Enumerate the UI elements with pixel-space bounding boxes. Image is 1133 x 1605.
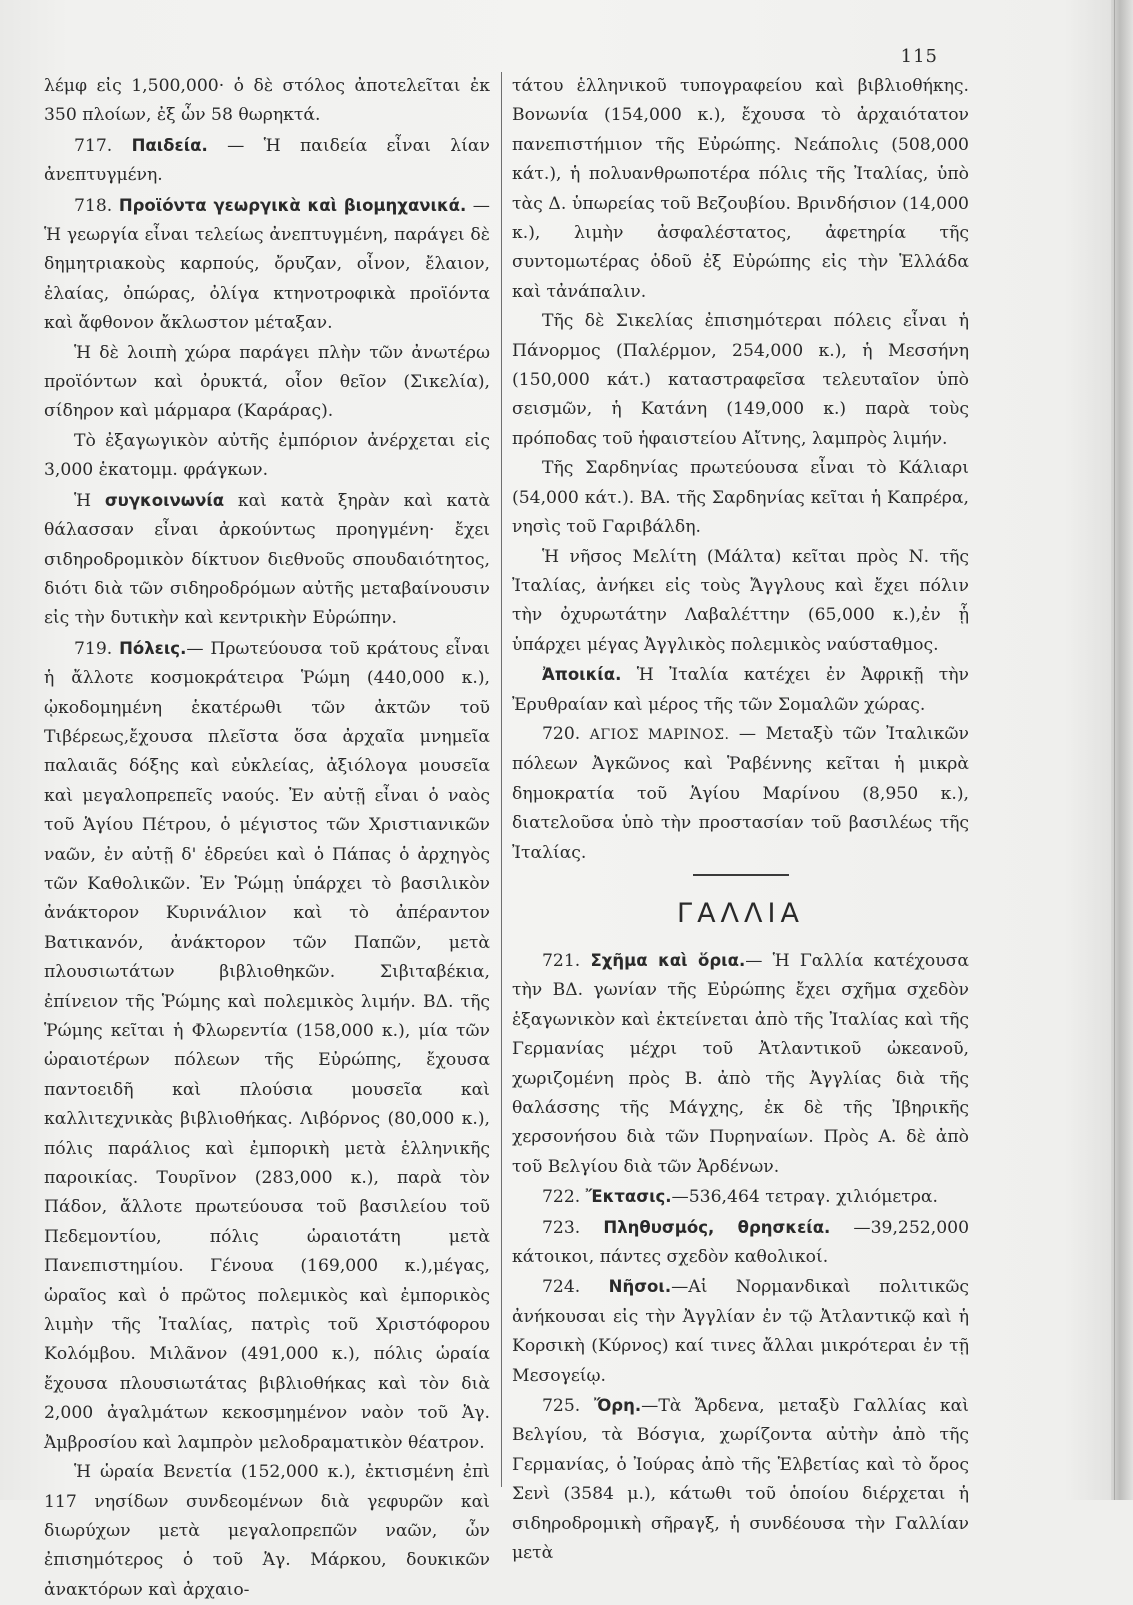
- section-heading: Προϊόντα γεωργικὰ καὶ βιομηχανικά.: [118, 195, 467, 215]
- paragraph: [512, 720, 969, 868]
- paragraph-text: —Τὰ Ἄρδενα, μεταξὺ Γαλλίας καὶ Βελγίου, τὰ Βόσγια, χωρίζοντα αὐτὴν ἀπὸ τῆς Γερμανίας, ὁ Ἰούρας ἀπὸ τῆς Ἑλβετίας καὶ τὸ ὄρος Σενὶ (3584 μ.), κάτωθι τοῦ ὁποίου διέρχεται ἡ σιδηροδρομικὴ σῆραγξ, ἡ συνδέουσα τὴν Γαλλίαν μετὰ: [512, 1396, 969, 1564]
- section-number: 717.: [74, 135, 113, 156]
- section-number: 723.: [542, 1217, 581, 1238]
- paragraph-text: — Ἡ παιδεία εἶναι λίαν ἀνεπτυγμένη.: [44, 135, 490, 186]
- paragraph: [512, 454, 969, 542]
- paragraph: [44, 72, 490, 131]
- section-heading: ΑΓΙΟΣ ΜΑΡΙΝΟΣ.: [589, 726, 730, 743]
- page-number: 115: [900, 46, 938, 67]
- paragraph: [512, 543, 969, 661]
- paragraph-text: Τῆς δὲ Σικελίας ἐπισημότεραι πόλεις εἶναι ἡ Πάνορμος (Παλέρμον, 254,000 κ.), ἡ Μεσσήνη (150,000 κάτ.) καταστραφεῖσα τελευταῖον ὑπὸ σεισμῶν, ἡ Κατάνη (149,000 κ.) παρὰ τοὺς πρόποδας τοῦ ἡφαιστείου Αἴτνης, λαμπρὸς λιμήν.: [512, 311, 969, 449]
- paragraph-lead: Ἡ: [74, 490, 105, 511]
- section-number: 722.: [542, 1187, 581, 1208]
- section-number: 724.: [542, 1277, 581, 1298]
- paragraph: [44, 131, 490, 191]
- paragraph: [512, 72, 969, 307]
- paragraph-text: — Ἡ Γαλλία κατέχουσα τὴν ΒΔ. γωνίαν τῆς Εὐρώπης ἔχει σχῆμα σχεδὸν ἑξαγωνικὸν καὶ ἐκτείνεται ἀπὸ τῆς Ἰταλίας καὶ τῆς Γερμανίας μέχρι τοῦ Ἀτλαντικοῦ ὠκεανοῦ, χωριζομένη πρὸς Β. ἀπὸ τῆς Ἀγγλίας διὰ τῆς θαλάσσης τῆς Μάγχης, ἐκ δὲ τῆς Ἰβηρικῆς χερσονήσου διὰ τῶν Πυρηναίων. Πρὸς Α. δὲ ἀπὸ τοῦ Βελγίου διὰ τῶν Ἀρδένων.: [512, 950, 969, 1177]
- paragraph-text: Ἡ δὲ λοιπὴ χώρα παράγει πλὴν τῶν ἀνωτέρω προϊόντων καὶ ὀρυκτά, οἷον θεῖον (Σικελία), σίδηρον καὶ μάρμαρα (Καράρας).: [44, 342, 490, 422]
- section-heading: Νῆσοι.: [608, 1277, 672, 1297]
- paragraph-text: —Αἱ Νορμανδικαὶ πολιτικῶς ἀνήκουσαι εἰς τὴν Ἀγγλίαν ἐν τῷ Ἀτλαντικῷ καὶ ἡ Κορσικὴ (Κύρνος) καί τινες ἄλλαι μικρότεραι ἐν τῇ Μεσογείῳ.: [512, 1277, 969, 1386]
- paragraph-text: τάτου ἑλληνικοῦ τυπογραφείου καὶ βιβλιοθήκης. Βονωνία (154,000 κ.), ἔχουσα τὸ ἀρχαιότατον πανεπιστήμιον τῆς Εὐρώπης. Νεάπολις (508,000 κάτ.), ἡ πολυανθρωποτέρα πόλις τῆς Ἰταλίας, ὑπὸ τὰς Δ. ὑπωρείας τοῦ Βεζουβίου. Βρινδήσιον (14,000 κ.), λιμὴν ἀσφαλέστατος, ἀφετηρία τῆς συντομωτέρας ὁδοῦ ἐξ Εὐρώπης εἰς τὴν Ἑλλάδα καὶ τἀνάπαλιν.: [512, 76, 969, 302]
- left-column: [44, 72, 490, 1605]
- paragraph-text: — Ἡ γεωργία εἶναι τελείως ἀνεπτυγμένη, παράγει δὲ δημητριακοὺς καρπούς, ὄρυζαν, οἶνον, ἔλαιον, ἐλαίας, ὀπώρας, ὀλίγα κτηνοτροφικὰ προϊόντα καὶ ἄφθονον ἄκλωστον μέταξαν.: [44, 195, 490, 334]
- paragraph-text: λέμφ εἰς 1,500,000· ὁ δὲ στόλος ἀποτελεῖται ἐκ 350 πλοίων, ἐξ ὧν 58 θωρηκτά.: [44, 76, 490, 126]
- section-heading: Πληθυσμός, θρησκεία.: [603, 1217, 831, 1237]
- paragraph: [512, 1213, 969, 1273]
- section-number: 719.: [74, 638, 113, 659]
- paragraph: [44, 427, 490, 486]
- paragraph-text: Ἡ ὡραία Βενετία (152,000 κ.), ἐκτισμένη ἐπὶ 117 νησίδων συνδεομένων διὰ γεφυρῶν καὶ διωρύχων μετὰ μεγαλοπρεπῶν ναῶν, ὧν ἐπισημότερος ὁ τοῦ Ἁγ. Μάρκου, δουκικῶν ἀνακτόρων καὶ ἀρχαιο-: [44, 1462, 490, 1600]
- paragraph: [44, 486, 490, 634]
- paragraph-text: Τὸ ἐξαγωγικὸν αὐτῆς ἐμπόριον ἀνέρχεται εἰς 3,000 ἑκατομμ. φράγκων.: [44, 430, 490, 481]
- paragraph-text: —536,464 τετραγ. χιλιόμετρα.: [671, 1187, 938, 1208]
- paragraph: [512, 660, 969, 720]
- paragraph: [512, 1272, 969, 1391]
- right-column-bottom: [512, 946, 969, 1569]
- section-heading: Ἀποικία.: [542, 665, 622, 685]
- section-heading: Πόλεις.: [119, 638, 187, 658]
- section-heading: Σχῆμα καὶ ὅρια.: [590, 950, 746, 970]
- paragraph-text: — Πρωτεύουσα τοῦ κράτους εἶναι ἡ ἄλλοτε κοσμοκράτειρα Ῥώμη (440,000 κ.), ᾠκοδομημένη ἑκατέρωθι τῶν ἀκτῶν τοῦ Τιβέρεως,ἔχουσα πλεῖστα ὅσα ἀρχαῖα μνημεῖα παλαιᾶς δόξης καὶ εὐκλείας, ἀξιόλογα μουσεῖα καὶ μεγαλοπρεπεῖς ναούς. Ἐν αὐτῇ εἶναι ὁ ναὸς τοῦ Ἁγίου Πέτρου, ὁ μέγιστος τῶν Χριστιανικῶν ναῶν, ἐν αὐτῇ δ' ἑδρεύει καὶ ὁ Πάπας ὁ ἀρχηγὸς τῶν Καθολικῶν. Ἐν Ῥώμῃ ὑπάρχει τὸ βασιλικὸν ἀνάκτορον Κυρινάλιον καὶ τὸ ἀπέραντον Βατικανόν, ἀνάκτορον τῶν Παπῶν, μετὰ πλουσιωτάτων βιβλιοθηκῶν. Σιβιταβέκια, ἐπίνειον τῆς Ῥώμης καὶ πολεμικὸς λιμήν. ΒΔ. τῆς Ῥώμης κεῖται ἡ Φλωρεντία (158,000 κ.), μία τῶν ὡραιοτέρων πόλεων τῆς Εὐρώπης, ἔχουσα παντοειδῆ καὶ πλούσια μουσεῖα καὶ καλλιτεχνικὰς βιβλιοθήκας. Λιβόρνος (80,000 κ.), πόλις παράλιος καὶ ἐμπορικὴ μετὰ ἑλληνικῆς παροικίας. Τουρῖνον (283,000 κ.), παρὰ τὸν Πάδον, ἄλλοτε πρωτεύουσα τοῦ βασιλείου τοῦ Πεδεμοντίου, πόλις ὡραιοτάτη μετὰ Πανεπιστημίου. Γένουα (169,000 κ.),μέγας, ὡραῖος καὶ ὁ πρῶτος πολεμικὸς καὶ ἐμπορικὸς λιμὴν τῆς Ἰταλίας, πατρὶς τοῦ Χριστόφορου Κολόμβου. Μιλᾶνον (491,000 κ.), πόλις ὡραία ἔχουσα πλουσιωτάτας βιβλιοθήκας καὶ τὸν διὰ 2,000 ἀγαλμάτων κεκοσμημένον ναὸν τοῦ Ἁγ. Ἀμβροσίου καὶ λαμπρὸν μελοδραματικὸν θέατρον.: [44, 638, 490, 1453]
- paragraph: [512, 1182, 969, 1212]
- paragraph: [44, 634, 490, 1458]
- right-column: [512, 72, 969, 1569]
- paragraph: [44, 339, 490, 427]
- section-number: 718.: [74, 195, 113, 216]
- paragraph: [44, 191, 490, 339]
- section-title: ΓΑΛΛΙΑ: [677, 897, 804, 929]
- section-heading: Ὄρη.: [593, 1396, 642, 1416]
- paragraph-text: καὶ κατὰ ξηρὰν καὶ κατὰ θάλασσαν εἶναι ἀρκούντως προηγμένη· ἔχει σιδηροδρομικὸν δίκτυον διεθνοῦς σπουδαιότητος, διότι διὰ τῶν σιδηροδρόμων αὐτῆς μεταβαίνουσιν εἰς τὴν δυτικὴν καὶ κεντρικὴν Εὐρώπην.: [44, 490, 490, 629]
- paragraph-text: Τῆς Σαρδηνίας πρωτεύουσα εἶναι τὸ Κάλιαρι (54,000 κάτ.). ΒΑ. τῆς Σαρδηνίας κεῖται ἡ Καπρέρα, νησὶς τοῦ Γαριβάλδη.: [512, 458, 969, 538]
- section-number: 721.: [542, 950, 581, 971]
- section-heading: συγκοινωνία: [104, 490, 225, 510]
- paragraph-text: —39,252,000 κάτοικοι, πάντες σχεδὸν καθολικοί.: [512, 1217, 970, 1268]
- page-edge-line: [1114, 0, 1115, 1500]
- paragraph: [512, 1391, 969, 1568]
- column-divider: [501, 72, 502, 1487]
- section-heading: Ἔκτασις.: [585, 1187, 672, 1207]
- paragraph: [512, 307, 969, 454]
- section-rule: [693, 874, 789, 876]
- paragraph-text: Ἡ Ἰταλία κατέχει ἐν Ἀφρικῇ τὴν Ἐρυθραίαν καὶ μέρος τῆς τῶν Σομαλῶν χώρας.: [512, 665, 969, 715]
- paragraph: [512, 946, 969, 1182]
- section-number: 725.: [542, 1396, 581, 1417]
- paragraph-text: Ἡ νῆσος Μελίτη (Μάλτα) κεῖται πρὸς Ν. τῆς Ἰταλίας, ἀνήκει εἰς τοὺς Ἄγγλους καὶ ἔχει πόλιν τὴν ὀχυρωτάτην Λαβαλέττην (65,000 κ.),ἐν ᾗ ὑπάρχει μέγας Ἀγγλικὸς πολεμικὸς ναύσταθμος.: [512, 546, 969, 655]
- right-column-top: [512, 72, 969, 868]
- section-heading: Παιδεία.: [131, 135, 208, 155]
- paragraph-text: — Μεταξὺ τῶν Ἰταλικῶν πόλεων Ἀγκῶνος καὶ Ῥαβέννης κεῖται ἡ μικρὰ δημοκρατία τοῦ Ἁγίου Μαρίνου (8,950 κ.), διατελοῦσα ὑπὸ τὴν προστασίαν τοῦ βασιλέως τῆς Ἰταλίας.: [512, 723, 969, 863]
- paragraph: [44, 1458, 490, 1605]
- section-number: 720.: [542, 723, 581, 744]
